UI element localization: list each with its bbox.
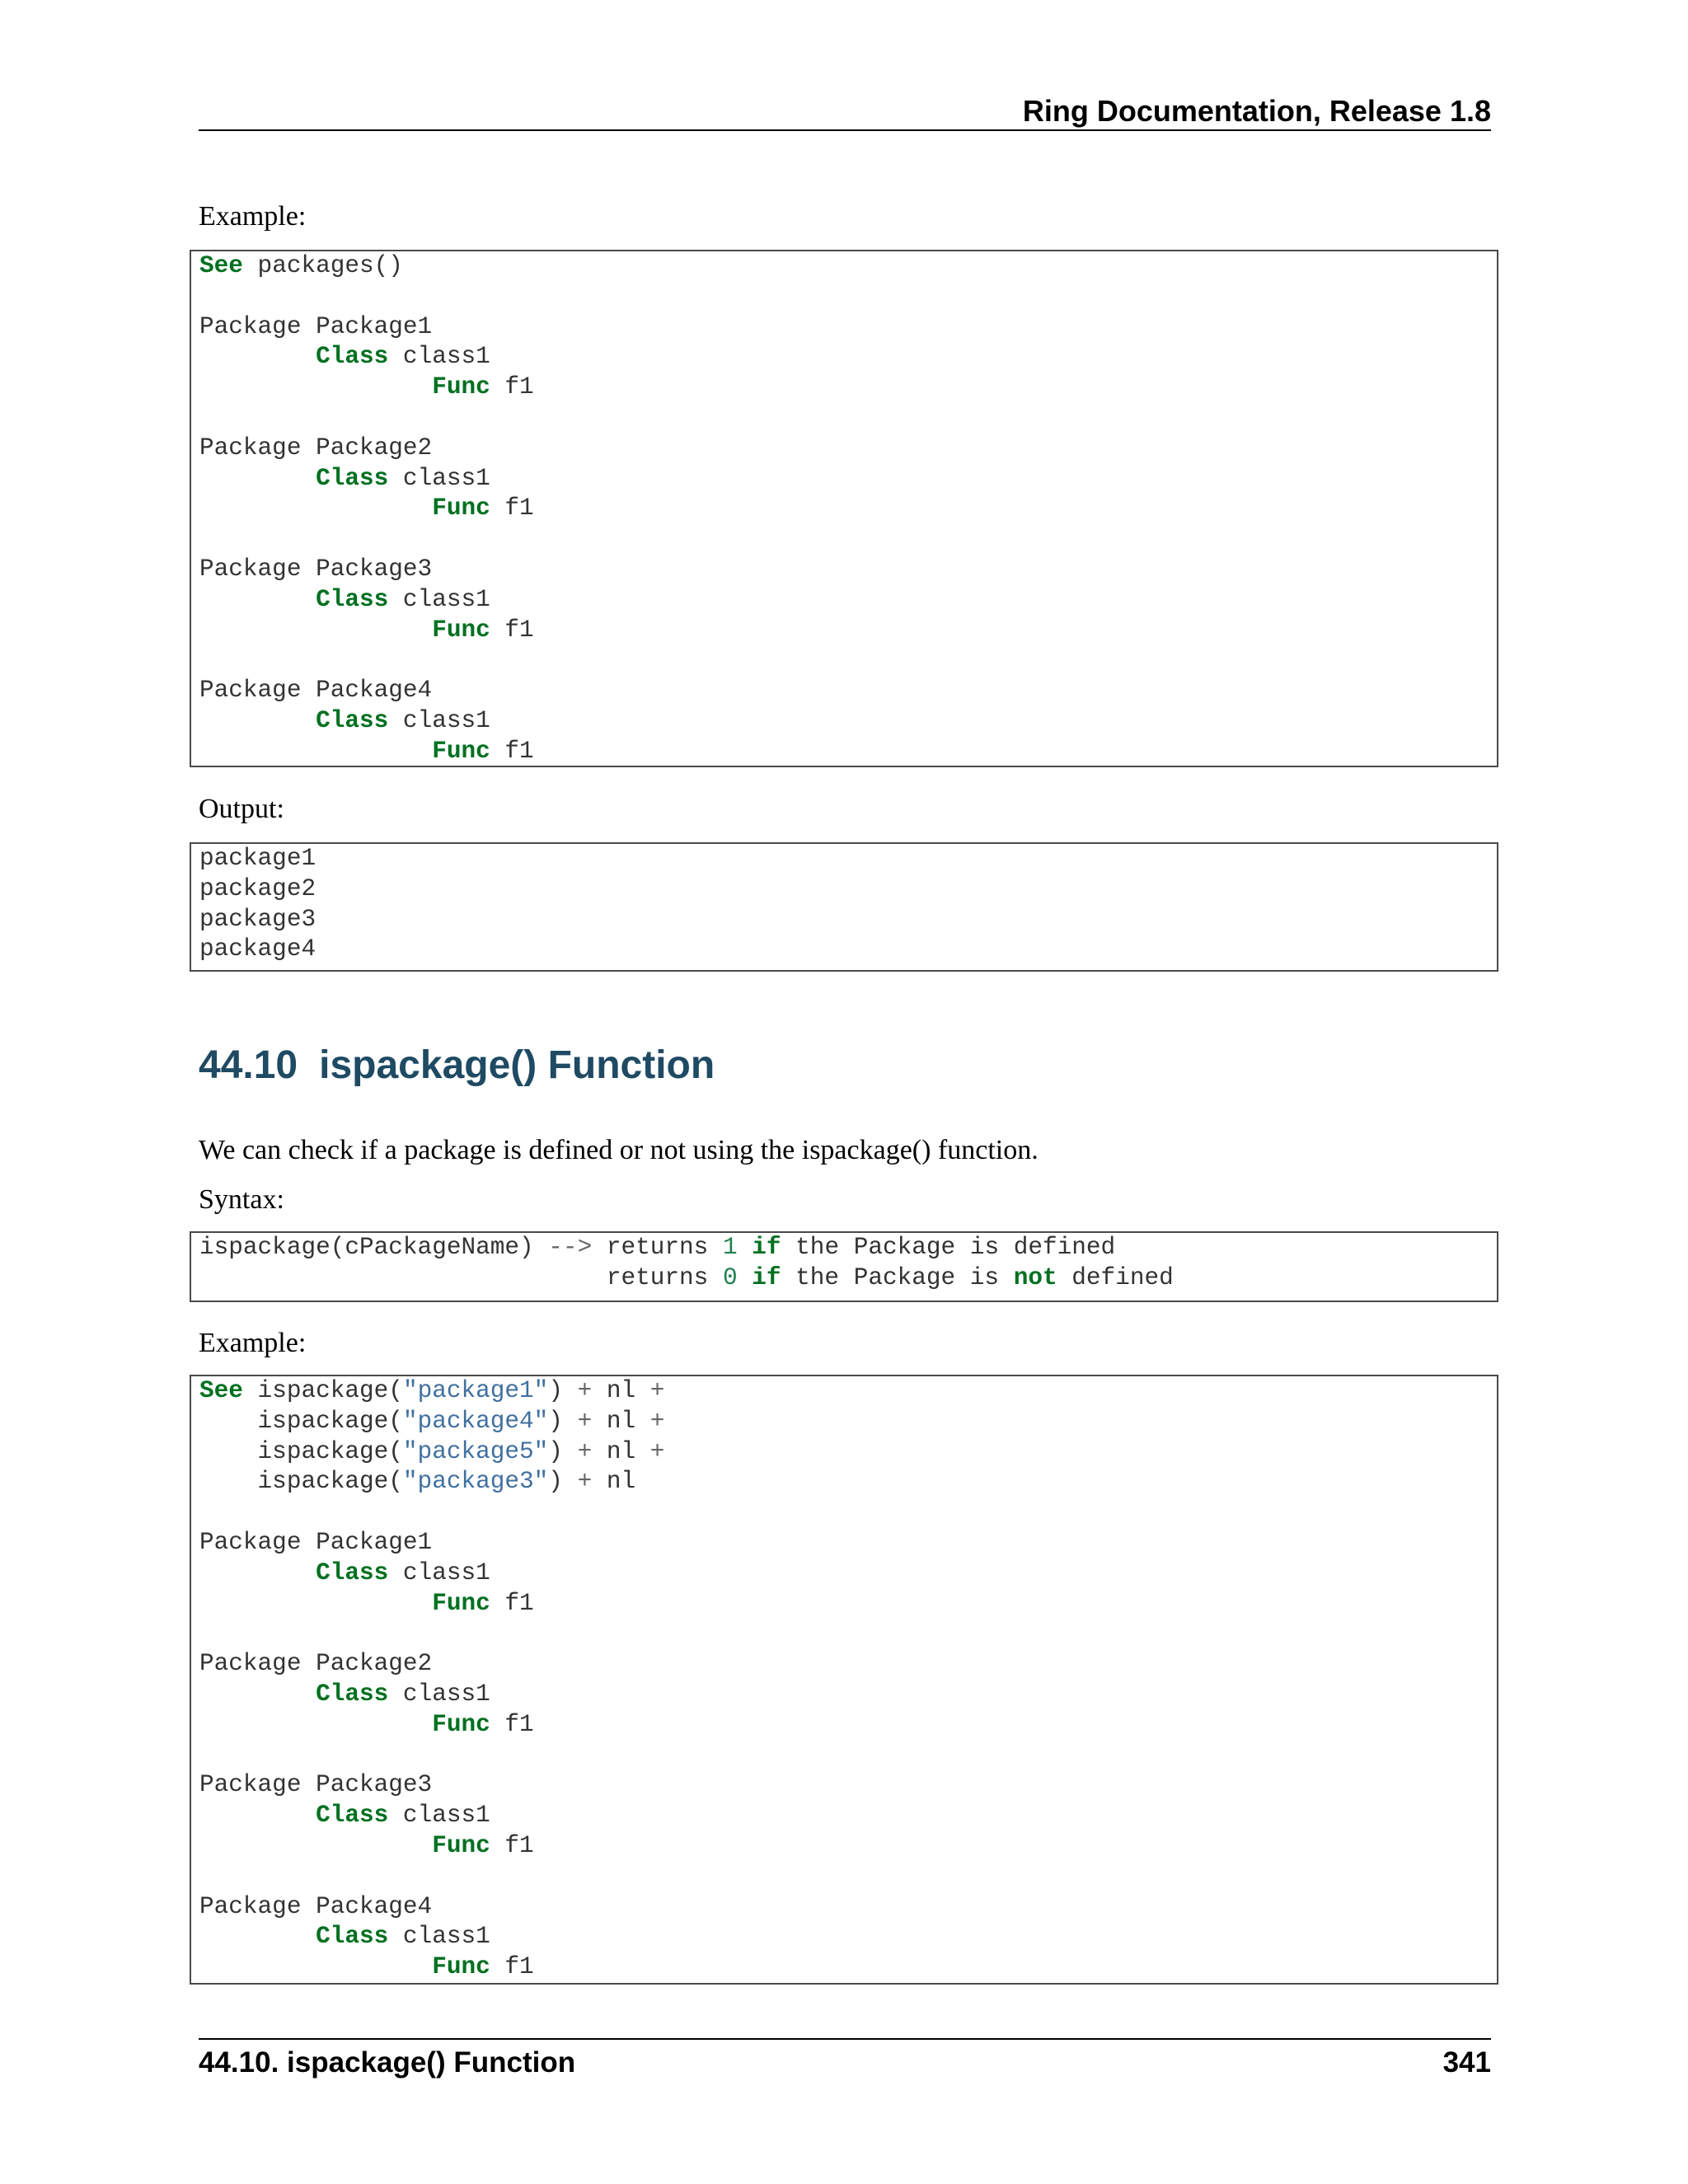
code-keyword: See — [199, 1377, 243, 1404]
code-line — [199, 1770, 1497, 1801]
code-text: class1 — [388, 706, 490, 734]
code-keyword: Class — [316, 706, 389, 734]
code-text — [199, 494, 432, 522]
code-text: f1 — [490, 1831, 534, 1859]
code-text — [199, 1802, 316, 1829]
code-text: returns — [199, 1263, 723, 1291]
code-line — [199, 1376, 1497, 1407]
code-text — [199, 707, 316, 734]
code-line — [199, 1233, 1497, 1263]
code-text: ) — [548, 1468, 578, 1496]
code-line — [199, 342, 1497, 373]
code-content — [191, 844, 1497, 965]
code-text — [199, 1953, 432, 1980]
code-text — [199, 373, 432, 401]
code-text: defined — [1057, 1263, 1174, 1291]
code-text — [738, 1264, 753, 1291]
code-line — [199, 524, 1497, 555]
section-description: We can check if a package is defined or not using the ispackage() function. — [199, 1135, 1039, 1165]
code-line — [199, 1528, 1497, 1558]
code-text: ispackage( — [242, 1377, 403, 1404]
code-line — [199, 1892, 1497, 1923]
code-line — [199, 706, 1497, 737]
code-line — [199, 1952, 1497, 1983]
code-text: class1 — [388, 343, 490, 371]
code-operator: + — [649, 1377, 665, 1404]
code-line — [199, 403, 1497, 434]
code-text: package3 — [199, 905, 316, 933]
code-keyword: Class — [316, 343, 389, 371]
footer-rule — [199, 2038, 1491, 2040]
code-text — [199, 1923, 316, 1950]
code-text: nl — [592, 1468, 636, 1496]
code-line — [199, 1680, 1497, 1710]
code-text — [199, 1711, 432, 1738]
code-keyword: Func — [432, 1589, 490, 1617]
code-text: nl — [592, 1437, 650, 1465]
header-rule — [199, 129, 1491, 131]
code-text — [199, 1680, 316, 1708]
code-line — [199, 1589, 1497, 1619]
code-string: "package4" — [402, 1407, 549, 1435]
code-keyword: not — [1013, 1263, 1057, 1291]
syntax-label: Syntax: — [199, 1184, 284, 1215]
code-text: Package Package4 — [199, 1892, 433, 1920]
code-text: f1 — [490, 737, 534, 765]
code-text: ispackage( — [199, 1407, 403, 1435]
code-line — [199, 844, 1497, 874]
code-operator: + — [577, 1468, 593, 1496]
code-text — [199, 738, 432, 765]
code-line — [199, 585, 1497, 616]
code-line — [199, 312, 1497, 343]
code-line — [199, 373, 1497, 403]
code-operator: + — [649, 1407, 665, 1435]
code-line — [199, 1407, 1497, 1437]
code-block-packages-example — [190, 250, 1498, 767]
code-keyword: Class — [316, 1802, 389, 1830]
code-keyword: Func — [432, 616, 490, 644]
code-keyword: Func — [432, 737, 490, 765]
code-operator: + — [577, 1407, 593, 1435]
code-line — [199, 282, 1497, 312]
code-line — [199, 935, 1497, 965]
code-text: Package Package1 — [199, 312, 433, 340]
code-line — [199, 1649, 1497, 1680]
code-number: 0 — [722, 1263, 738, 1291]
code-line — [199, 874, 1497, 905]
code-line — [199, 1263, 1497, 1294]
code-line — [199, 1741, 1497, 1771]
code-block-syntax — [190, 1231, 1498, 1302]
code-string: "package1" — [402, 1377, 549, 1404]
code-string: "package5" — [402, 1437, 549, 1465]
code-content — [191, 251, 1497, 767]
code-block-output — [190, 842, 1498, 972]
code-text: package4 — [199, 935, 316, 963]
code-text: class1 — [388, 464, 490, 492]
code-text — [199, 586, 316, 613]
code-string: "package3" — [402, 1468, 549, 1496]
code-text: f1 — [490, 1953, 534, 1981]
code-line — [199, 1831, 1497, 1862]
code-text: f1 — [490, 1589, 534, 1617]
running-footer — [199, 2044, 1491, 2082]
code-operator: --> — [548, 1234, 593, 1261]
code-text: ispackage( — [199, 1437, 403, 1465]
code-text: package2 — [199, 874, 316, 902]
code-keyword: See — [199, 252, 243, 279]
code-line — [199, 1497, 1497, 1528]
code-text: ispackage(cPackageName) — [199, 1234, 549, 1261]
code-line — [199, 616, 1497, 646]
code-text: class1 — [388, 1923, 490, 1951]
code-keyword: Class — [316, 1680, 389, 1708]
code-content — [191, 1376, 1497, 1983]
code-keyword: Func — [432, 1831, 490, 1859]
code-text: Package Package2 — [199, 434, 433, 462]
code-number: 1 — [722, 1234, 738, 1261]
code-keyword: Func — [432, 1710, 490, 1738]
code-text: ) — [548, 1437, 578, 1465]
code-text — [199, 465, 316, 492]
code-text: packages() — [242, 252, 403, 279]
section-title: ispackage() Function — [319, 1043, 715, 1087]
code-text: ispackage( — [199, 1468, 403, 1496]
code-text: package1 — [199, 845, 316, 872]
example-label: Example: — [199, 201, 307, 232]
code-line — [199, 676, 1497, 706]
code-text: class1 — [388, 585, 490, 613]
code-keyword: Func — [432, 1953, 490, 1981]
code-text: Package Package3 — [199, 555, 433, 583]
code-text — [738, 1234, 753, 1261]
code-line — [199, 1558, 1497, 1589]
code-line — [199, 905, 1497, 935]
code-text — [199, 1559, 316, 1586]
section-heading — [199, 1040, 715, 1091]
code-keyword: Class — [316, 585, 389, 613]
code-text: the Package is defined — [781, 1234, 1116, 1261]
code-line — [199, 434, 1497, 464]
code-text: class1 — [388, 1558, 490, 1586]
code-text — [199, 616, 432, 644]
code-line — [199, 1437, 1497, 1468]
page-number: 341 — [1442, 2046, 1491, 2079]
code-line — [199, 1467, 1497, 1497]
code-keyword: if — [752, 1234, 781, 1261]
code-text: Package Package1 — [199, 1528, 433, 1556]
code-text: Package Package2 — [199, 1650, 433, 1678]
code-text — [199, 1590, 432, 1617]
code-text: nl — [592, 1407, 650, 1435]
code-keyword: Class — [316, 464, 389, 492]
code-content — [191, 1233, 1497, 1294]
code-text — [199, 343, 316, 370]
code-text: Package Package3 — [199, 1771, 433, 1799]
code-operator: + — [577, 1377, 593, 1404]
code-line — [199, 1619, 1497, 1649]
code-text: f1 — [490, 373, 534, 401]
code-text: the Package is — [781, 1263, 1014, 1291]
code-block-ispackage-example — [190, 1375, 1498, 1985]
code-text: class1 — [388, 1802, 490, 1830]
code-text: f1 — [490, 1710, 534, 1738]
code-keyword: Class — [316, 1558, 389, 1586]
code-keyword: Class — [316, 1923, 389, 1951]
code-keyword: if — [752, 1263, 781, 1291]
code-text: f1 — [490, 616, 534, 644]
code-text: nl — [592, 1377, 650, 1404]
code-line — [199, 1710, 1497, 1741]
code-line — [199, 555, 1497, 585]
output-label: Output: — [199, 794, 284, 824]
code-line — [199, 494, 1497, 524]
code-keyword: Func — [432, 373, 490, 401]
code-operator: + — [649, 1437, 665, 1465]
code-line — [199, 1862, 1497, 1892]
code-line — [199, 1801, 1497, 1831]
running-header: Ring Documentation, Release 1.8 — [1022, 94, 1491, 128]
code-line — [199, 1922, 1497, 1952]
footer-section-title: 44.10. ispackage() Function — [199, 2046, 576, 2079]
code-text: returns — [592, 1234, 723, 1261]
code-text — [199, 1832, 432, 1859]
code-line — [199, 251, 1497, 282]
section-number: 44.10 — [199, 1043, 298, 1087]
example-label: Example: — [199, 1328, 307, 1358]
code-text: class1 — [388, 1680, 490, 1708]
code-operator: + — [577, 1437, 593, 1465]
code-line — [199, 645, 1497, 676]
code-text: Package Package4 — [199, 677, 433, 705]
code-text: ) — [548, 1407, 578, 1435]
code-keyword: Func — [432, 494, 490, 523]
code-line — [199, 737, 1497, 767]
code-text: ) — [548, 1377, 578, 1404]
code-line — [199, 464, 1497, 494]
code-text: f1 — [490, 494, 534, 523]
